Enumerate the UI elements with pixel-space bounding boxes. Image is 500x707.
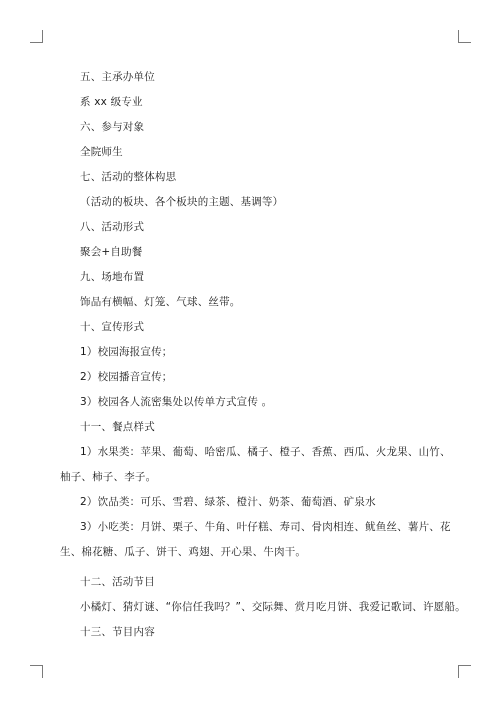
heading-programs: 十二、活动节目 xyxy=(80,576,155,588)
list-item-fruit: 1）水果类：苹果、葡萄、哈密瓜、橘子、橙子、香蕉、西瓜、火龙果、山竹、 xyxy=(80,446,451,458)
list-item-promotion-2: 2）校园播音宣传； xyxy=(80,371,173,383)
paragraph-venue-layout: 饰品有横幅、灯笼、气球、丝带。 xyxy=(80,296,241,308)
list-item-promotion-3: 3）校园各人流密集处以传单方式宣传 。 xyxy=(80,396,273,408)
heading-venue-layout: 九、场地布置 xyxy=(80,271,145,283)
heading-overall-concept: 七、活动的整体构思 xyxy=(80,171,177,183)
paragraph-overall-concept: （活动的板块、各个板块的主题、基调等） xyxy=(80,196,284,208)
crop-mark-top-left xyxy=(30,30,43,43)
crop-mark-top-right xyxy=(458,30,471,43)
paragraph-organizer: 系 xx 级专业 xyxy=(80,96,143,108)
heading-activity-form: 八、活动形式 xyxy=(80,221,145,233)
paragraph-participants: 全院师生 xyxy=(80,146,123,158)
heading-participants: 六、参与对象 xyxy=(80,121,145,133)
list-item-snacks: 3）小吃类：月饼、栗子、牛角、叶仔糕、寿司、骨肉相连、鱿鱼丝、薯片、花 xyxy=(80,521,451,533)
list-item-fruit-continued: 柚子、柿子、李子。 xyxy=(60,471,157,483)
paragraph-programs: 小橘灯、猜灯谜、“你信任我吗？”、交际舞、赏月吃月饼、我爱记歌词、许愿船。 xyxy=(80,601,466,613)
paragraph-activity-form: 聚会+自助餐 xyxy=(80,246,143,258)
crop-mark-bottom-left xyxy=(30,665,43,678)
list-item-drinks: 2）饮品类：可乐、雪碧、绿茶、橙汁、奶茶、葡萄酒、矿泉水 xyxy=(80,496,376,508)
heading-food-style: 十一、餐点样式 xyxy=(80,421,155,433)
heading-promotion: 十、宣传形式 xyxy=(80,321,145,333)
list-item-promotion-1: 1）校园海报宣传； xyxy=(80,346,173,358)
list-item-snacks-continued: 生、棉花糖、瓜子、饼干、鸡翅、开心果、牛肉干。 xyxy=(60,546,307,558)
heading-program-content: 十三、节目内容 xyxy=(80,626,155,638)
heading-organizer: 五、主承办单位 xyxy=(80,71,155,83)
crop-mark-bottom-right xyxy=(458,665,471,678)
